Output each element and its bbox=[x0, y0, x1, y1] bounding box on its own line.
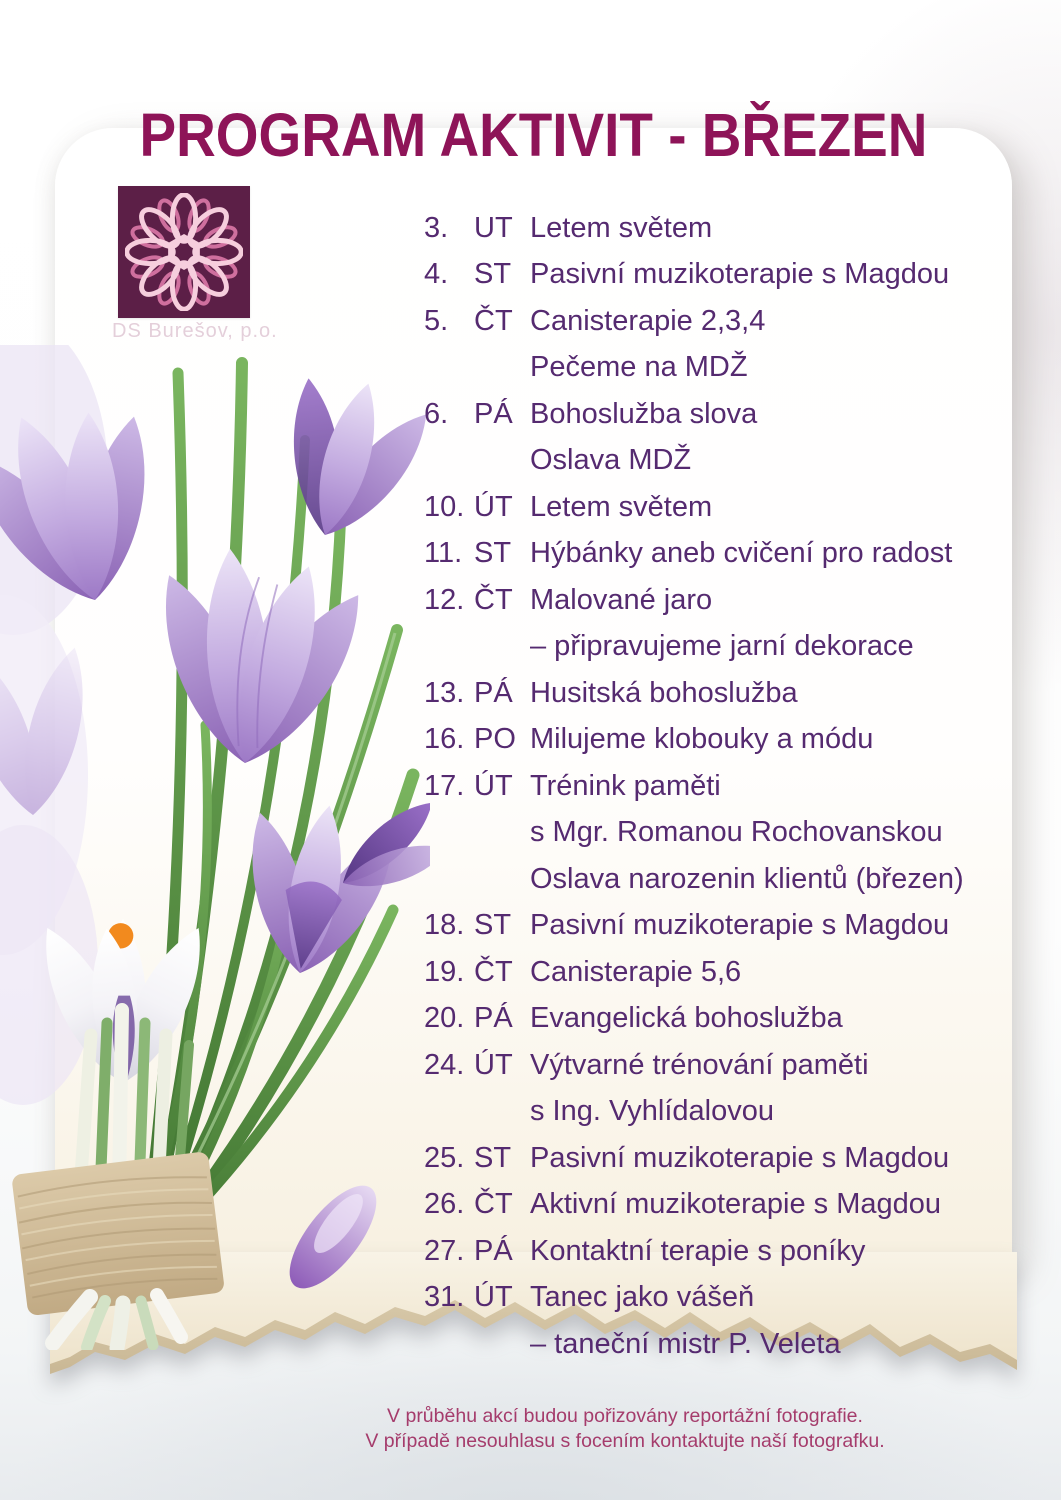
schedule-activity-text: Bohoslužba slova bbox=[530, 397, 758, 430]
schedule-day-abbrev: ÚT bbox=[474, 1048, 513, 1081]
poster-title: PROGRAM AKTIVIT - BŘEZEN bbox=[139, 101, 928, 169]
schedule-row bbox=[424, 1275, 984, 1322]
schedule-day-abbrev: ST bbox=[474, 258, 512, 291]
schedule-activity-text: Trénink paměti bbox=[530, 769, 721, 802]
schedule-day-number: 12. bbox=[424, 583, 465, 616]
schedule-day-number: 3. bbox=[424, 211, 449, 244]
schedule-row bbox=[424, 1182, 984, 1229]
schedule-day-number: 19. bbox=[424, 955, 465, 988]
schedule-day-abbrev: UT bbox=[474, 211, 513, 244]
schedule-day-abbrev: PÁ bbox=[474, 1002, 513, 1035]
schedule-row bbox=[424, 670, 984, 717]
schedule-row bbox=[424, 438, 984, 485]
schedule-activity-text: s Mgr. Romanou Rochovanskou bbox=[530, 816, 943, 849]
schedule-day-abbrev: ČT bbox=[474, 1188, 513, 1221]
schedule-activity-text: Oslava narozenin klientů (březen) bbox=[530, 862, 964, 895]
schedule-activity-text: Tanec jako vášeň bbox=[530, 1281, 755, 1314]
photo-notice bbox=[190, 1404, 1060, 1454]
schedule-day-number: 10. bbox=[424, 490, 465, 523]
schedule-day-abbrev: ST bbox=[474, 1141, 512, 1174]
photo-notice-line1: V průběhu akcí budou pořizovány reportážní fotografie. bbox=[387, 1405, 863, 1427]
schedule-activity-text: Kontaktní terapie s poníky bbox=[530, 1234, 866, 1267]
schedule-activity-text: Evangelická bohoslužba bbox=[530, 1002, 843, 1035]
schedule-row bbox=[424, 298, 984, 345]
schedule-day-number: 5. bbox=[424, 304, 449, 337]
schedule-day-number: 18. bbox=[424, 909, 465, 942]
schedule-activity-text: Husitská bohoslužba bbox=[530, 676, 798, 709]
schedule-activity-text: Pasivní muzikoterapie s Magdou bbox=[530, 909, 950, 942]
schedule-activity-text: Pasivní muzikoterapie s Magdou bbox=[530, 258, 950, 291]
schedule-row bbox=[424, 1042, 984, 1089]
schedule-activity-text: Oslava MDŽ bbox=[530, 444, 692, 477]
schedule-row bbox=[424, 717, 984, 764]
schedule-day-number: 6. bbox=[424, 397, 449, 430]
photo-notice-line2: V případě nesouhlasu s focením kontaktujte naší fotografku. bbox=[365, 1430, 885, 1452]
schedule-activity-text: Canisterapie 5,6 bbox=[530, 955, 742, 988]
schedule-activity-text: Pasivní muzikoterapie s Magdou bbox=[530, 1141, 950, 1174]
schedule-day-abbrev: ÚT bbox=[474, 490, 513, 523]
schedule-row bbox=[424, 345, 984, 392]
schedule-row bbox=[424, 856, 984, 903]
schedule-activity-text: Letem světem bbox=[530, 211, 713, 244]
activity-list bbox=[424, 205, 984, 1368]
schedule-activity-text: – připravujeme jarní dekorace bbox=[530, 630, 914, 663]
schedule-day-abbrev: ST bbox=[474, 537, 512, 570]
schedule-activity-text: Malované jaro bbox=[530, 583, 713, 616]
schedule-row bbox=[424, 1321, 984, 1368]
schedule-row bbox=[424, 949, 984, 996]
schedule-activity-text: Pečeme na MDŽ bbox=[530, 351, 748, 384]
schedule-day-number: 17. bbox=[424, 769, 465, 802]
schedule-day-number: 4. bbox=[424, 258, 449, 291]
schedule-day-abbrev: PÁ bbox=[474, 676, 513, 709]
schedule-day-number: 24. bbox=[424, 1048, 465, 1081]
schedule-row bbox=[424, 531, 984, 578]
schedule-activity-text: Výtvarné trénování paměti bbox=[530, 1048, 869, 1081]
schedule-row bbox=[424, 252, 984, 299]
org-logo bbox=[118, 186, 250, 318]
schedule-row bbox=[424, 810, 984, 857]
schedule-day-number: 31. bbox=[424, 1281, 465, 1314]
schedule-row bbox=[424, 624, 984, 671]
schedule-row bbox=[424, 205, 984, 252]
schedule-day-abbrev: PÁ bbox=[474, 397, 513, 430]
schedule-day-abbrev: ST bbox=[474, 909, 512, 942]
schedule-activity-text: Letem světem bbox=[530, 490, 713, 523]
schedule-activity-text: Canisterapie 2,3,4 bbox=[530, 304, 766, 337]
schedule-day-abbrev: ČT bbox=[474, 955, 513, 988]
schedule-day-abbrev: PÁ bbox=[474, 1234, 513, 1267]
schedule-day-number: 20. bbox=[424, 1002, 465, 1035]
schedule-activity-text: Aktivní muzikoterapie s Magdou bbox=[530, 1188, 942, 1221]
schedule-day-number: 16. bbox=[424, 723, 465, 756]
schedule-row bbox=[424, 1135, 984, 1182]
schedule-activity-text: – taneční mistr P. Veleta bbox=[530, 1327, 841, 1360]
schedule-row bbox=[424, 763, 984, 810]
schedule-row bbox=[424, 903, 984, 950]
schedule-row bbox=[424, 1089, 984, 1136]
schedule-row bbox=[424, 484, 984, 531]
org-name-watermark: DS Burešov, p.o. bbox=[112, 320, 278, 342]
schedule-row bbox=[424, 996, 984, 1043]
schedule-row bbox=[424, 577, 984, 624]
schedule-activity-text: s Ing. Vyhlídalovou bbox=[530, 1095, 774, 1128]
schedule-day-abbrev: ČT bbox=[474, 583, 513, 616]
schedule-row bbox=[424, 391, 984, 438]
schedule-day-abbrev: ČT bbox=[474, 304, 513, 337]
schedule-activity-text: Milujeme klobouky a módu bbox=[530, 723, 874, 756]
schedule-day-abbrev: ÚT bbox=[474, 769, 513, 802]
schedule-day-number: 27. bbox=[424, 1234, 465, 1267]
schedule-day-number: 26. bbox=[424, 1188, 465, 1221]
schedule-day-number: 25. bbox=[424, 1141, 465, 1174]
logo-flower-icon bbox=[125, 193, 243, 311]
schedule-row bbox=[424, 1228, 984, 1275]
schedule-day-abbrev: PO bbox=[474, 723, 516, 756]
crocus-bouquet-image bbox=[0, 345, 430, 1350]
schedule-activity-text: Hýbánky aneb cvičení pro radost bbox=[530, 537, 953, 570]
schedule-day-number: 11. bbox=[424, 537, 463, 570]
schedule-day-abbrev: ÚT bbox=[474, 1281, 513, 1314]
schedule-day-number: 13. bbox=[424, 676, 465, 709]
